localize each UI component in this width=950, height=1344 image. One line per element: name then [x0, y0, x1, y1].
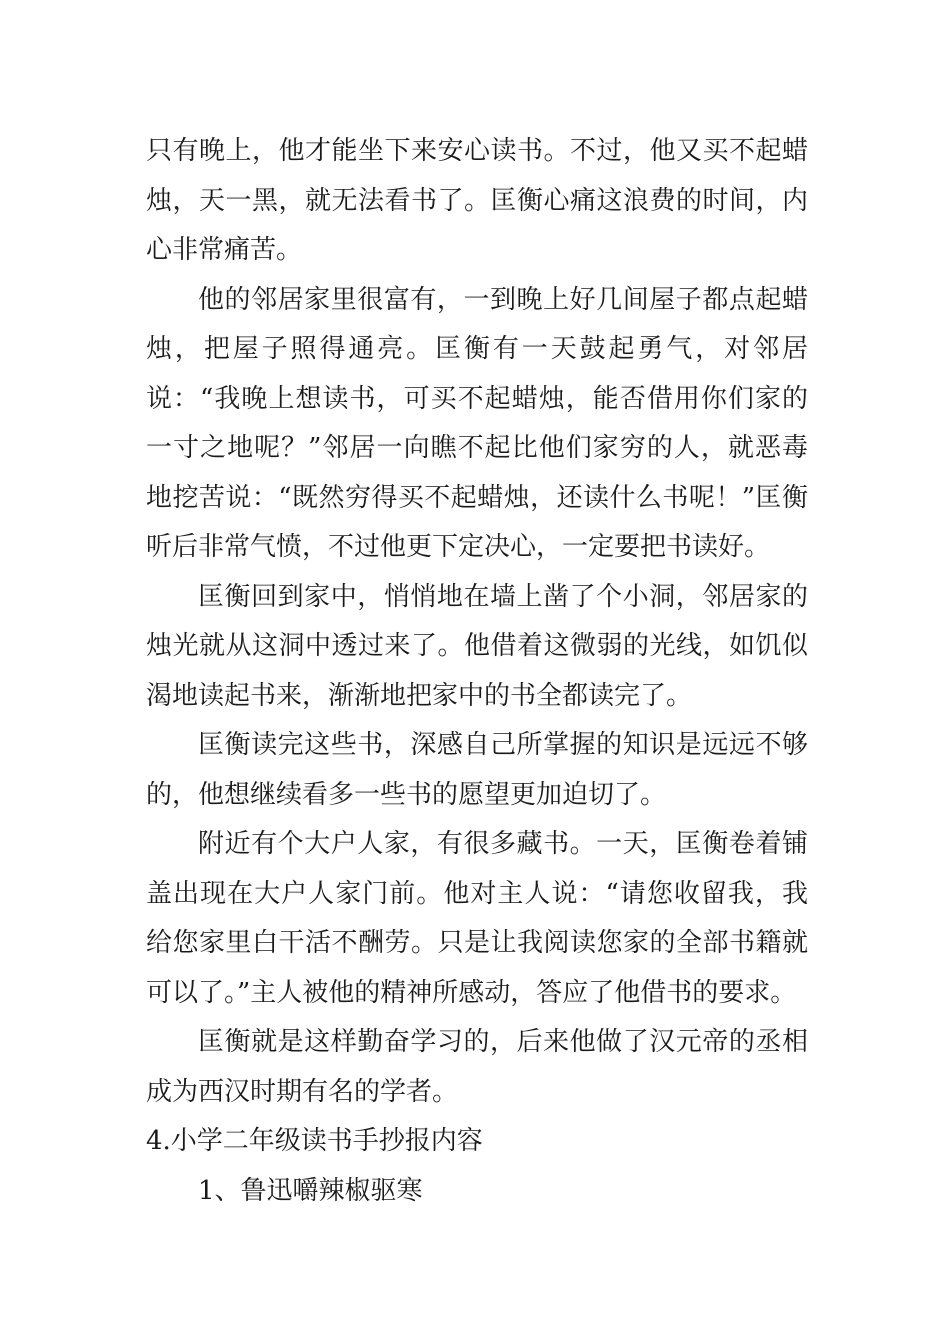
paragraph-1: 只有晚上，他才能坐下来安心读书。不过，他又买不起蜡烛，天一黑，就无法看书了。匡衡心痛这浪费的时间，内心非常痛苦。	[146, 136, 808, 265]
paragraph-3: 匡衡回到家中，悄悄地在墙上凿了个小洞，邻居家的烛光就从这洞中透过来了。他借着这微弱的光线，如饥似渴地读起书来，渐渐地把家中的书全都读完了。	[146, 581, 808, 711]
paragraph-6: 匡衡就是这样勤奋学习的，后来他做了汉元帝的丞相成为西汉时期有名的学者。	[146, 1027, 808, 1107]
section-heading: 4.小学二年级读书手抄报内容	[146, 1126, 483, 1156]
paragraph-4: 匡衡读完这些书，深感自己所掌握的知识是远远不够的，他想继续看多一些书的愿望更加迫切了。	[146, 730, 808, 810]
document-body	[146, 127, 808, 1216]
paragraph-2: 他的邻居家里很富有，一到晚上好几间屋子都点起蜡烛，把屋子照得通亮。匡衡有一天鼓起勇气，对邻居说：“我晚上想读书，可买不起蜡烛，能否借用你们家的一寸之地呢？”邻居一向瞧不起比他们家穷的人，就恶毒地挖苦说：“既然穷得买不起蜡烛，还读什么书呢！”匡衡听后非常气愤，不过他更下定决心，一定要把书读好。	[146, 284, 808, 562]
paragraph-5: 附近有个大户人家，有很多藏书。一天，匡衡卷着铺盖出现在大户人家门前。他对主人说：“请您收留我，我给您家里白干活不酬劳。只是让我阅读您家的全部书籍就可以了。”主人被他的精神所感动，答应了他借书的要求。	[146, 829, 808, 1008]
sub-heading: 1、鲁迅嚼辣椒驱寒	[198, 1175, 423, 1206]
